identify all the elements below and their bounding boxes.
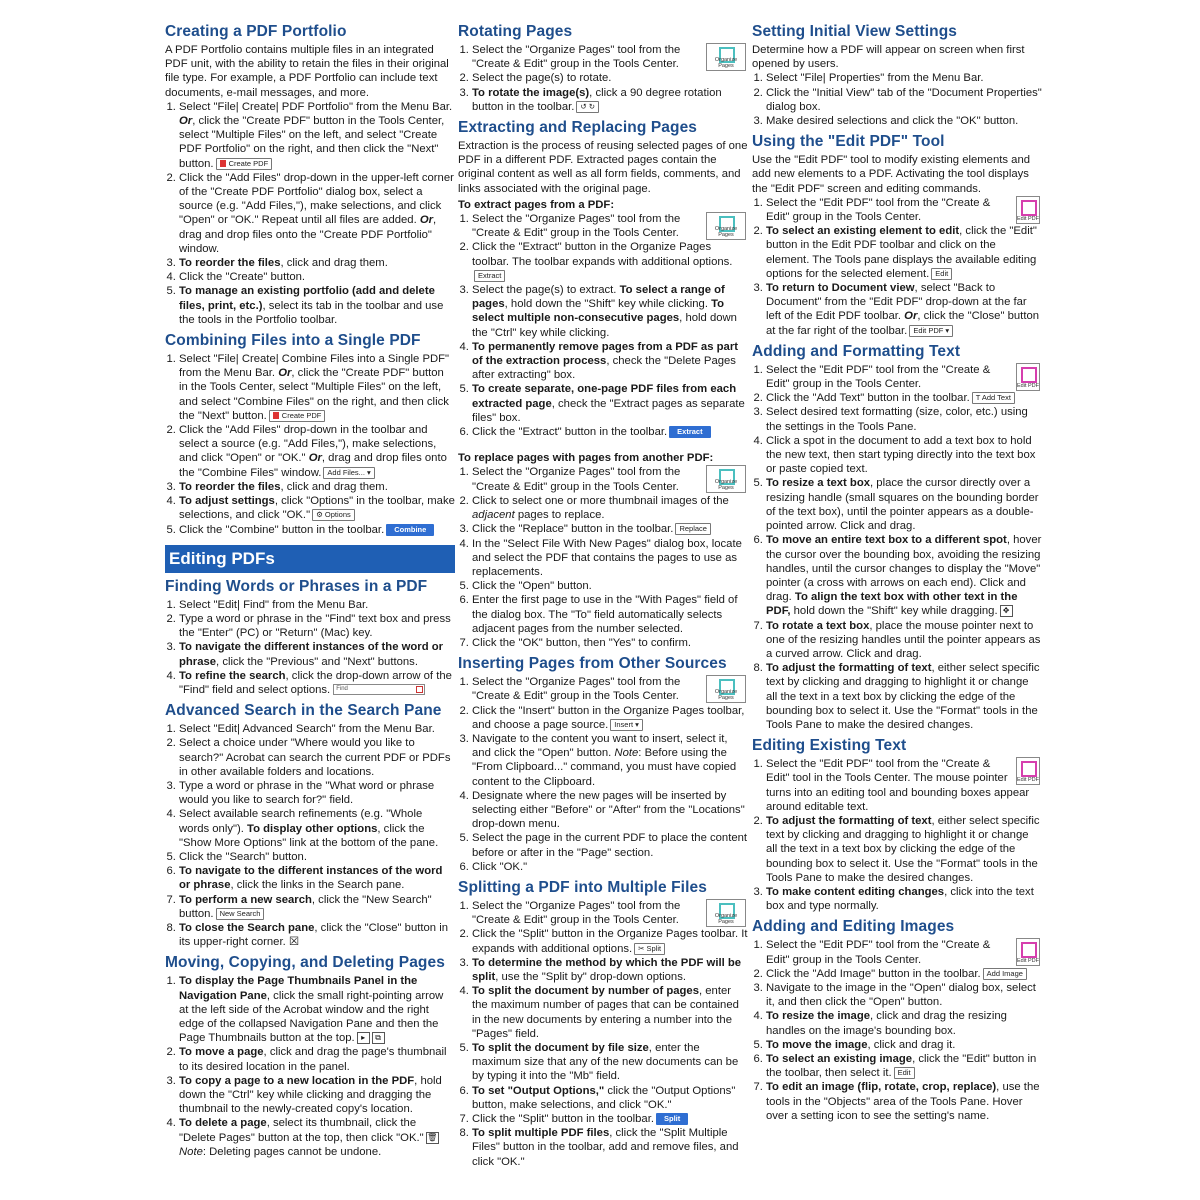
step: 6. To select an existing image, click the "Edit" button in the toolbar, then select it. Edit xyxy=(766,1052,1042,1080)
edit-pdf-tool[interactable]: 1. Edit PDF xyxy=(1016,363,1040,391)
step: 2. To adjust the formatting of text, either select specific text by clicking and dragging to highlight it or change all the text in a text box by clicking the edge of the bounding box to select it. Use the "Format" tools in the Tools Pane to make the desired changes. xyxy=(766,814,1042,885)
edit-pdf-dropdown[interactable]: Edit PDF ▾ xyxy=(909,325,953,337)
edit-pdf-icon xyxy=(1021,942,1037,958)
edit-pdf-icon xyxy=(1021,761,1037,777)
organize-pages-tool[interactable]: 1. Organize Pages xyxy=(706,212,746,240)
step: 6. To navigate to the different instances of the word or phrase, click the links in the Search pane. xyxy=(179,864,455,892)
section-title: Extracting and Replacing Pages xyxy=(458,119,698,137)
section-title: Setting Initial View Settings xyxy=(752,23,958,40)
replace-button[interactable]: Replace xyxy=(675,523,711,535)
step: 3. To determine the method by which the PDF will be split, use the "Split by" drop-down options. xyxy=(472,956,748,984)
step: 6. Click "OK." xyxy=(472,860,748,874)
step: 7. To edit an image (flip, rotate, crop, replace), use the tools in the "Objects" area of the Tools Pane. Hover over a setting icon to see the setting's name. xyxy=(766,1080,1042,1123)
edit-pdf-tool[interactable]: 1. Edit PDF xyxy=(1016,757,1040,785)
create-pdf-button[interactable]: Create PDF xyxy=(269,410,326,422)
step: 6. Click the "Extract" button in the toolbar. Extract xyxy=(472,425,748,439)
step: 6. Enter the first page to use in the "With Pages" field of the dialog box. The "To" field automatically selects adjacent pages from the number selected. xyxy=(472,593,748,636)
step: 2. Click the "Add Files" drop-down in the toolbar and select a source (e.g. "Add Files,"), make selections, and click "Open" or "OK." Or, drag and drop files onto the "Combine Files" window. Add Files... ▾ xyxy=(179,423,455,480)
step: 1. Edit PDF Select the "Edit PDF" tool from the "Create & Edit" group in the Tools Center. xyxy=(766,938,1042,966)
steps-list xyxy=(752,363,1042,732)
step: 1. Select "Edit| Find" from the Menu Bar. xyxy=(179,598,455,612)
step: 5. Click the "Open" button. xyxy=(472,579,748,593)
step: 2. Click to select one or more thumbnail images of the adjacent pages to replace. xyxy=(472,494,748,522)
step: 8. To close the Search pane, click the "Close" button in its upper-right corner. ☒ xyxy=(179,921,455,949)
step: 8. To split multiple PDF files, click the "Split Multiple Files" button in the toolbar, add and remove files, and click "OK." xyxy=(472,1126,748,1169)
add-files-button[interactable]: Add Files... ▾ xyxy=(323,467,374,479)
steps-list xyxy=(165,598,455,697)
step: 4. To adjust settings, click "Options" in the toolbar, make selections, and click "OK." ⚙ Options xyxy=(179,494,455,522)
steps-list xyxy=(165,352,455,537)
column-1 xyxy=(165,20,455,1159)
intro-text: A PDF Portfolio contains multiple files in an integrated PDF unit, with the ability to retain the files in their original file type. For example, a PDF Portfolio can include text documents, e-mail messages, and more. xyxy=(165,44,449,99)
close-icon[interactable]: ☒ xyxy=(288,936,300,949)
edit-pdf-tool[interactable]: 1. Edit PDF xyxy=(1016,196,1040,224)
create-pdf-button[interactable]: Create PDF xyxy=(216,158,273,170)
step: 2. Click the "Initial View" tab of the "Document Properties" dialog box. xyxy=(766,86,1042,114)
step: 1. Edit PDF Select the "Edit PDF" tool from the "Create & Edit" tool in the Tools Center. The mouse pointer turns into an editing tool and bounding boxes appear around editable text. xyxy=(766,757,1042,814)
step: 4. Click the "Create" button. xyxy=(179,270,455,284)
step: 7. Click the "OK" button, then "Yes" to confirm. xyxy=(472,636,748,650)
page-thumbnails-icon[interactable]: ⧉ xyxy=(372,1032,385,1044)
add-text-button[interactable]: T Add Text xyxy=(972,392,1015,404)
subheading: To replace pages with pages from another PDF: xyxy=(458,452,714,465)
step: 3. To return to Document view, select "Back to Document" from the "Edit PDF" drop-down at the far left of the Edit PDF toolbar. Or, click the "Close" button at the far right of the toolbar. Edit PDF ▾ xyxy=(766,281,1042,338)
section-title: Combining Files into a Single PDF xyxy=(165,332,421,350)
step: 3. Navigate to the image in the "Open" dialog box, select it, and then click the "Open" button. xyxy=(766,981,1042,1009)
move-cursor-icon: ✥ xyxy=(1000,605,1013,617)
find-field[interactable]: Find xyxy=(333,684,425,695)
section-title: Moving, Copying, and Deleting Pages xyxy=(165,954,445,972)
step: 7. To rotate a text box, place the mouse pointer next to one of the resizing handles until the pointer appears as a curved arrow. Click and drag. xyxy=(766,619,1042,662)
step: 3. Select the page(s) to extract. To select a range of pages, hold down the "Shift" key while clicking. To select multiple non-consecutive pages, hold down the "Ctrl" key while clicking. xyxy=(472,283,748,340)
steps-list xyxy=(458,675,748,874)
step: 2. Type a word or phrase in the "Find" text box and press the "Enter" (PC) or "Return" (Mac) key. xyxy=(179,612,455,640)
step: 1. Organize Pages Select the "Organize Pages" tool from the "Create & Edit" group in the Tools Center. xyxy=(472,43,748,71)
step: 3. To copy a page to a new location in the PDF, hold down the "Ctrl" key while clicking and dragging the thumbnail to the newly-created copy's location. xyxy=(179,1074,455,1117)
edit-button[interactable]: Edit xyxy=(894,1067,915,1079)
step: 3. To navigate the different instances of the word or phrase, click the "Previous" and "Next" buttons. xyxy=(179,640,455,668)
step: 5. To split the document by file size, enter the maximum size that any of the new documents can be by typing it into the "Mb" field. xyxy=(472,1041,748,1084)
step: 3. Navigate to the content you want to insert, select it, and click the "Open" button. Note: Before using the "From Clipboard..." command, you must have copied content to the Clipboard. xyxy=(472,732,748,789)
step: 3. To rotate the image(s), click a 90 degree rotation button in the toolbar. ↺ ↻ xyxy=(472,86,748,114)
subheading: To extract pages from a PDF: xyxy=(458,198,615,211)
steps-list xyxy=(752,757,1042,913)
step: 2. Click the "Add Files" drop-down in the upper-left corner of the "Create PDF Portfolio" dialog box, select a source (e.g. "Add Files,"), make selections, and click "Open" or "OK." Repeat until all files are added. Or, drag and drop files onto the "Create PDF Portfolio" window. xyxy=(179,171,455,256)
step: 4. Select available search refinements (e.g. "Whole words only"). To display other options, click the "Show More Options" link at the bottom of the pane. xyxy=(179,807,455,850)
step: 2. Click the "Add Image" button in the toolbar. Add Image xyxy=(766,967,1042,981)
edit-pdf-icon xyxy=(1021,367,1037,383)
step: 1. Edit PDF Select the "Edit PDF" tool from the "Create & Edit" group in the Tools Center. xyxy=(766,363,1042,391)
section-title: Using the "Edit PDF" Tool xyxy=(752,133,945,151)
step: 2. Select the page(s) to rotate. xyxy=(472,71,748,85)
organize-pages-tool[interactable]: 1. Organize Pages xyxy=(706,465,746,493)
section-title: Inserting Pages from Other Sources xyxy=(458,655,727,673)
edit-button[interactable]: Edit xyxy=(931,268,952,280)
section-title: Advanced Search in the Search Pane xyxy=(165,702,442,720)
extract-button[interactable]: Extract xyxy=(669,426,710,438)
step: 4. To resize the image, click and drag the resizing handles on the image's bounding box. xyxy=(766,1009,1042,1037)
step: 6. To set "Output Options," click the "Output Options" button, make selections, and click "OK." xyxy=(472,1084,748,1112)
section-title: Adding and Formatting Text xyxy=(752,342,961,360)
step: 8. To adjust the formatting of text, either select specific text by clicking and dragging to highlight it or change all the text in a text box by clicking the edge of the bounding box to select it. Use the "Format" tools in the Tools Pane to make the desired changes. xyxy=(766,661,1042,732)
step: 2. Click the "Split" button in the Organize Pages toolbar. It expands with additional options. ✂ Split xyxy=(472,927,748,955)
step: 1. Organize Pages Select the "Organize Pages" tool from the "Create & Edit" group in the Tools Center. xyxy=(472,465,748,493)
insert-button[interactable]: Insert ▾ xyxy=(610,719,643,731)
section-title: Rotating Pages xyxy=(458,23,573,40)
edit-pdf-tool[interactable]: 1. Edit PDF xyxy=(1016,938,1040,966)
section-title: Finding Words or Phrases in a PDF xyxy=(165,577,428,595)
steps-list xyxy=(165,974,455,1159)
step: 4. To delete a page, select its thumbnail, click the "Delete Pages" button at the top, then click "OK." 🗑 Note: Deleting pages cannot be undone. xyxy=(179,1116,455,1159)
column-3 xyxy=(752,20,1042,1123)
chapter-banner: Editing PDFs xyxy=(165,545,455,573)
steps-list xyxy=(752,938,1042,1123)
step: 2. Click the "Insert" button in the Organize Pages toolbar, and choose a page source. Insert ▾ xyxy=(472,704,748,732)
step: 1. To display the Page Thumbnails Panel in the Navigation Pane, click the small right-pointing arrow at the left side of the Acrobat window and the right edge of the collapsed Navigation Pane and then the Page Thumbnails button at the top. ▸ ⧉ xyxy=(179,974,455,1045)
step: 4. Click a spot in the document to add a text box to hold the new text, then start typing directly into the text box or paste copied text. xyxy=(766,434,1042,477)
rotate-buttons[interactable]: ↺ ↻ xyxy=(576,101,599,113)
section-title: Editing Existing Text xyxy=(752,737,907,755)
steps-list xyxy=(458,899,748,1169)
step: 5. Click the "Combine" button in the toolbar. Combine xyxy=(179,523,455,537)
split-button[interactable]: Split xyxy=(656,1113,688,1125)
section-title: Splitting a PDF into Multiple Files xyxy=(458,878,707,896)
organize-pages-tool[interactable]: 1. Organize Pages xyxy=(706,43,746,71)
extract-button-small[interactable]: Extract xyxy=(474,270,505,282)
step: 1. Select "Edit| Advanced Search" from the Menu Bar. xyxy=(179,722,455,736)
new-search-button[interactable]: New Search xyxy=(216,908,265,920)
step: 5. Select the page in the current PDF to place the content before or after in the "Page" section. xyxy=(472,831,748,859)
step: 3. To reorder the files, click and drag them. xyxy=(179,480,455,494)
section-title: Creating a PDF Portfolio xyxy=(165,23,347,40)
intro-text: Use the "Edit PDF" tool to modify existing elements and add new elements to a PDF. Activating the tool displays the "Edit PDF" screen and editing commands. xyxy=(752,154,1031,195)
step: 7. To perform a new search, click the "New Search" button. New Search xyxy=(179,893,455,921)
organize-pages-tool[interactable]: 1. Organize Pages xyxy=(706,675,746,703)
step: 5. To move the image, click and drag it. xyxy=(766,1038,1042,1052)
split-button-small[interactable]: ✂ Split xyxy=(634,943,665,955)
step: 1. Organize Pages Select the "Organize Pages" tool from the "Create & Edit" group in the Tools Center. xyxy=(472,212,748,240)
step: 1. Select "File| Create| Combine Files into a Single PDF" from the Menu Bar. Or, click the "Create PDF" button in the Tools Center, select "Multiple Files" on the left, and select "Combine Files" on the right, and then click the "Next" button. Create PDF xyxy=(179,352,455,423)
step: 2. Click the "Extract" button in the Organize Pages toolbar. The toolbar expands with additional options.Extract xyxy=(472,240,748,283)
step: 4. In the "Select File With New Pages" dialog box, locate and select the PDF that contains the pages to use as replacements. xyxy=(472,537,748,580)
section-title: Adding and Editing Images xyxy=(752,918,955,936)
step: 1. Organize Pages Select the "Organize Pages" tool from the "Create & Edit" group in the Tools Center. xyxy=(472,899,748,927)
step: 1. Select "File| Properties" from the Menu Bar. xyxy=(766,71,1042,85)
steps-list xyxy=(458,212,748,439)
step: 1. Edit PDF Select the "Edit PDF" tool from the "Create & Edit" group in the Tools Center. xyxy=(766,196,1042,224)
step: 4. Designate where the new pages will be inserted by selecting either "Before" or "After" from the "Locations" drop-down menu. xyxy=(472,789,748,832)
step: 2. To select an existing element to edit, click the "Edit" button in the Edit PDF toolbar and click on the element. The Tools pane displays the available editing options for the selected element. Edit xyxy=(766,224,1042,281)
step: 6. To move an entire text box to a different spot, hover the cursor over the bounding box, avoiding the resizing handles, until the cursor changes to display the "Move" pointer (a cross with arrows on each end). Click and drag. To align the text box with other text in the PDF, hold down the "Shift" key while dragging. ✥ xyxy=(766,533,1042,618)
edit-pdf-icon xyxy=(1021,200,1037,216)
step: 3. To reorder the files, click and drag them. xyxy=(179,256,455,270)
step: 1. Organize Pages Select the "Organize Pages" tool from the "Create & Edit" group in the Tools Center. xyxy=(472,675,748,703)
step: 2. Select a choice under "Where would you like to search?" Acrobat can search the current PDF or PDFs in other available folders and locations. xyxy=(179,736,455,779)
step: 3. Select desired text formatting (size, color, etc.) using the settings in the Tools Pane. xyxy=(766,405,1042,433)
step: 3. Type a word or phrase in the "What word or phrase would you like to search for?" field. xyxy=(179,779,455,807)
step: 2. Click the "Add Text" button in the toolbar. T Add Text xyxy=(766,391,1042,405)
step: 5. To create separate, one-page PDF files from each extracted page, check the "Extract pages as separate files" box. xyxy=(472,382,748,425)
column-2 xyxy=(458,20,748,1169)
step: 3. Make desired selections and click the "OK" button. xyxy=(766,114,1042,128)
step: 4. To refine the search, click the drop-down arrow of the "Find" field and select options. Find xyxy=(179,669,455,697)
trash-icon[interactable]: 🗑 xyxy=(427,1132,438,1142)
step: 2. To move a page, click and drag the page's thumbnail to its desired location in the panel. xyxy=(179,1045,455,1073)
steps-list xyxy=(458,465,748,650)
options-button[interactable]: ⚙ Options xyxy=(312,509,355,521)
organize-pages-tool[interactable]: 1. Organize Pages xyxy=(706,899,746,927)
steps-list xyxy=(752,196,1042,338)
step: 3. Click the "Replace" button in the toolbar. Replace xyxy=(472,522,748,536)
step: 5. Click the "Search" button. xyxy=(179,850,455,864)
combine-button[interactable]: Combine xyxy=(386,524,434,536)
steps-list xyxy=(752,71,1042,128)
step: 4. To permanently remove pages from a PDF as part of the extraction process, check the "Delete Pages after extracting" box. xyxy=(472,340,748,383)
step: 7. Click the "Split" button in the toolbar. Split xyxy=(472,1112,748,1126)
step: 3. To make content editing changes, click into the text box and type normally. xyxy=(766,885,1042,913)
steps-list xyxy=(458,43,748,114)
right-arrow-icon[interactable]: ▸ xyxy=(357,1032,370,1044)
step: 4. To split the document by number of pages, enter the maximum number of pages that can be contained in the new documents by entering a number into the "Pages" field. xyxy=(472,984,748,1041)
steps-list xyxy=(165,722,455,949)
intro-text: Determine how a PDF will appear on screen when first opened by users. xyxy=(752,44,1025,71)
step: 5. To resize a text box, place the cursor directly over a resizing handle (small squares on the bounding border of the text box), until the pointer appears as a double-pointed arrow. Click and drag. xyxy=(766,476,1042,533)
steps-list xyxy=(165,100,455,327)
intro-text: Extraction is the process of reusing selected pages of one PDF in a different PDF. Extracted pages contain the original content as well as all form fields, comments, and links associated with the original page. xyxy=(458,140,748,195)
step: 5. To manage an existing portfolio (add and delete files, print, etc.), select its tab in the toolbar and use the tools in the Portfolio toolbar. xyxy=(179,284,455,327)
add-image-button[interactable]: Add Image xyxy=(983,968,1027,980)
step: 1. Select "File| Create| PDF Portfolio" from the Menu Bar. Or, click the "Create PDF" button in the Tools Center, select "Multiple Files" on the left, and select "Create PDF Portfolio" on the right, and then click the "Next" button. Create PDF xyxy=(179,100,455,171)
